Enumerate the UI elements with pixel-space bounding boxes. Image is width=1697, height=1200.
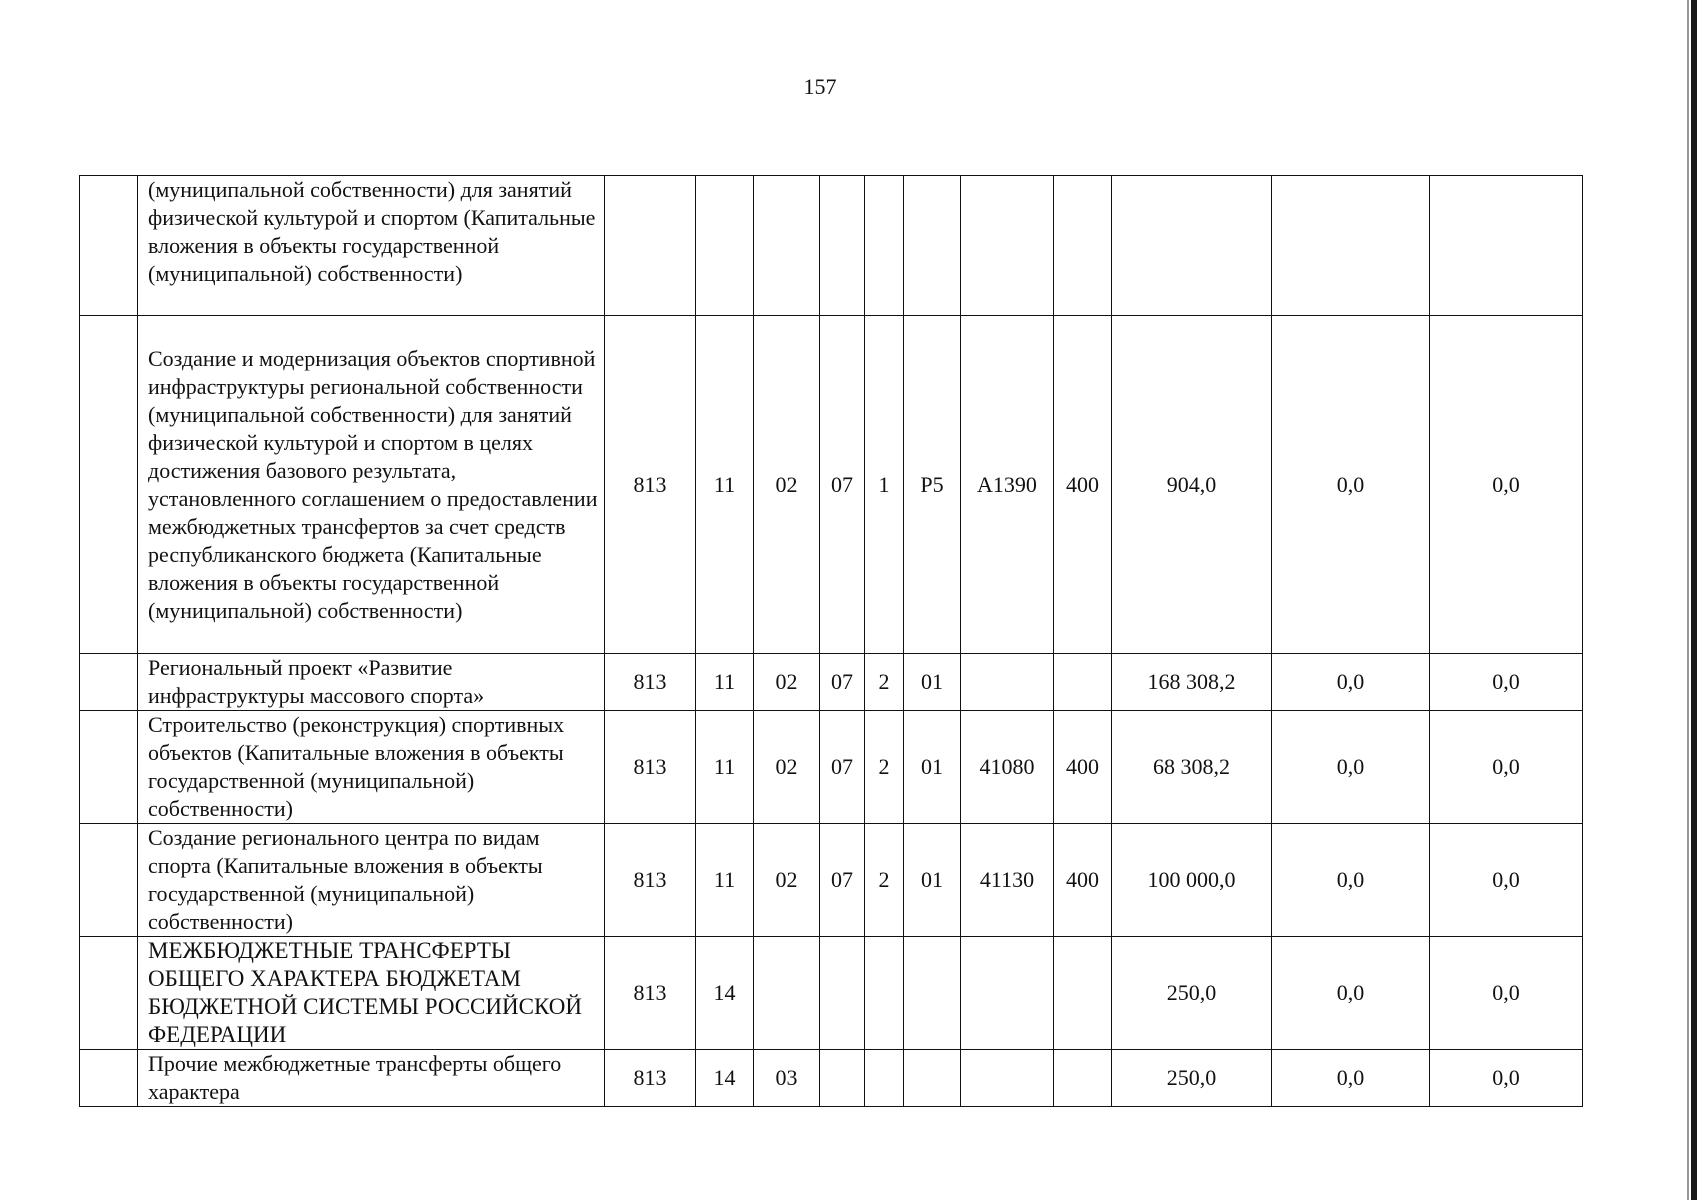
expense-type-cell: [1054, 937, 1112, 1050]
main-event-code-cell: 01: [904, 711, 961, 824]
amount-year-3-cell: 0,0: [1430, 1050, 1583, 1107]
admin-code-cell: [605, 176, 696, 316]
amount-year-2-cell: 0,0: [1272, 654, 1430, 711]
description-cell: Строительство (реконструкция) спортивных объектов (Капитальные вложения в объекты государственной (муниципальной) собственности): [138, 711, 605, 824]
program-code-cell: 07: [820, 711, 865, 824]
main-event-code-cell: [904, 937, 961, 1050]
amount-year-3-cell: 0,0: [1430, 937, 1583, 1050]
table-row: [80, 937, 1583, 1050]
expense-type-cell: [1054, 1050, 1112, 1107]
description-cell: (муниципальной собственности) для занятий физической культурой и спортом (Капитальные вложения в объекты государственной (муниципальной) собственности): [138, 176, 605, 316]
direction-code-cell: 41130: [961, 824, 1054, 937]
amount-year-3-cell: 0,0: [1430, 654, 1583, 711]
amount-year-1-cell: 904,0: [1112, 316, 1272, 654]
subsection-code-cell: 02: [754, 316, 820, 654]
admin-code-cell: 813: [605, 1050, 696, 1107]
table-row: [80, 711, 1583, 824]
main-event-code-cell: [904, 1050, 961, 1107]
program-code-cell: 07: [820, 654, 865, 711]
section-code-cell: 11: [696, 711, 754, 824]
amount-year-2-cell: [1272, 176, 1430, 316]
admin-code-cell: 813: [605, 316, 696, 654]
expense-type-cell: 400: [1054, 316, 1112, 654]
program-code-cell: [820, 1050, 865, 1107]
amount-year-1-cell: [1112, 176, 1272, 316]
direction-code-cell: [961, 937, 1054, 1050]
amount-year-1-cell: 250,0: [1112, 1050, 1272, 1107]
amount-year-1-cell: 68 308,2: [1112, 711, 1272, 824]
amount-year-3-cell: [1430, 176, 1583, 316]
section-code-cell: 14: [696, 1050, 754, 1107]
row-number-cell: [80, 316, 138, 654]
main-event-code-cell: P5: [904, 316, 961, 654]
subprogram-code-cell: [865, 937, 904, 1050]
row-number-cell: [80, 176, 138, 316]
page-number: 157: [803, 74, 837, 99]
amount-year-2-cell: 0,0: [1272, 1050, 1430, 1107]
description-cell: Прочие межбюджетные трансферты общего характера: [138, 1050, 605, 1107]
main-event-code-cell: 01: [904, 824, 961, 937]
table-row: [80, 654, 1583, 711]
program-code-cell: [820, 176, 865, 316]
subprogram-code-cell: 2: [865, 654, 904, 711]
row-number-cell: [80, 824, 138, 937]
amount-year-3-cell: 0,0: [1430, 316, 1583, 654]
subprogram-code-cell: 1: [865, 316, 904, 654]
admin-code-cell: 813: [605, 937, 696, 1050]
amount-year-3-cell: 0,0: [1430, 824, 1583, 937]
description-cell: Создание и модернизация объектов спортивной инфраструктуры региональной собственности (муниципальной собственности) для занятий физической культурой и спортом в целях достижения базового результата, установленного соглашением о предоставлении межбюджетных трансфертов за счет средств республиканского бюджета (Капитальные вложения в объекты государственной (муниципальной) собственности): [138, 316, 605, 654]
subsection-code-cell: 02: [754, 654, 820, 711]
section-code-cell: 11: [696, 654, 754, 711]
section-code-cell: 14: [696, 937, 754, 1050]
scan-edge-shadow: [1687, 0, 1689, 1200]
amount-year-3-cell: 0,0: [1430, 711, 1583, 824]
subsection-code-cell: [754, 176, 820, 316]
scan-edge: [1691, 0, 1697, 1200]
amount-year-1-cell: 100 000,0: [1112, 824, 1272, 937]
subsection-code-cell: [754, 937, 820, 1050]
row-number-cell: [80, 654, 138, 711]
amount-year-1-cell: 168 308,2: [1112, 654, 1272, 711]
main-event-code-cell: 01: [904, 654, 961, 711]
expense-type-cell: [1054, 176, 1112, 316]
direction-code-cell: [961, 654, 1054, 711]
subsection-code-cell: 03: [754, 1050, 820, 1107]
section-code-cell: [696, 176, 754, 316]
direction-code-cell: [961, 176, 1054, 316]
expense-type-cell: 400: [1054, 711, 1112, 824]
direction-code-cell: A1390: [961, 316, 1054, 654]
subprogram-code-cell: [865, 1050, 904, 1107]
row-number-cell: [80, 1050, 138, 1107]
description-cell: Региональный проект «Развитие инфраструктуры массового спорта»: [138, 654, 605, 711]
row-number-cell: [80, 937, 138, 1050]
direction-code-cell: 41080: [961, 711, 1054, 824]
subprogram-code-cell: [865, 176, 904, 316]
section-code-cell: 11: [696, 824, 754, 937]
row-number-cell: [80, 711, 138, 824]
expense-type-cell: [1054, 654, 1112, 711]
amount-year-2-cell: 0,0: [1272, 824, 1430, 937]
description-cell: Создание регионального центра по видам спорта (Капитальные вложения в объекты государственной (муниципальной) собственности): [138, 824, 605, 937]
program-code-cell: [820, 937, 865, 1050]
table-row: [80, 176, 1583, 316]
expense-type-cell: 400: [1054, 824, 1112, 937]
budget-table: [79, 175, 1583, 1107]
section-code-cell: 11: [696, 316, 754, 654]
table-row: [80, 1050, 1583, 1107]
program-code-cell: 07: [820, 316, 865, 654]
subprogram-code-cell: 2: [865, 824, 904, 937]
direction-code-cell: [961, 1050, 1054, 1107]
amount-year-1-cell: 250,0: [1112, 937, 1272, 1050]
admin-code-cell: 813: [605, 824, 696, 937]
amount-year-2-cell: 0,0: [1272, 316, 1430, 654]
table-row: [80, 824, 1583, 937]
amount-year-2-cell: 0,0: [1272, 937, 1430, 1050]
subprogram-code-cell: 2: [865, 711, 904, 824]
main-event-code-cell: [904, 176, 961, 316]
table-row: [80, 316, 1583, 654]
amount-year-2-cell: 0,0: [1272, 711, 1430, 824]
subsection-code-cell: 02: [754, 711, 820, 824]
subsection-code-cell: 02: [754, 824, 820, 937]
program-code-cell: 07: [820, 824, 865, 937]
admin-code-cell: 813: [605, 654, 696, 711]
admin-code-cell: 813: [605, 711, 696, 824]
description-cell: МЕЖБЮДЖЕТНЫЕ ТРАНСФЕРТЫ ОБЩЕГО ХАРАКТЕРА БЮДЖЕТАМ БЮДЖЕТНОЙ СИСТЕМЫ РОССИЙСКОЙ ФЕДЕРАЦИИ: [138, 937, 605, 1050]
